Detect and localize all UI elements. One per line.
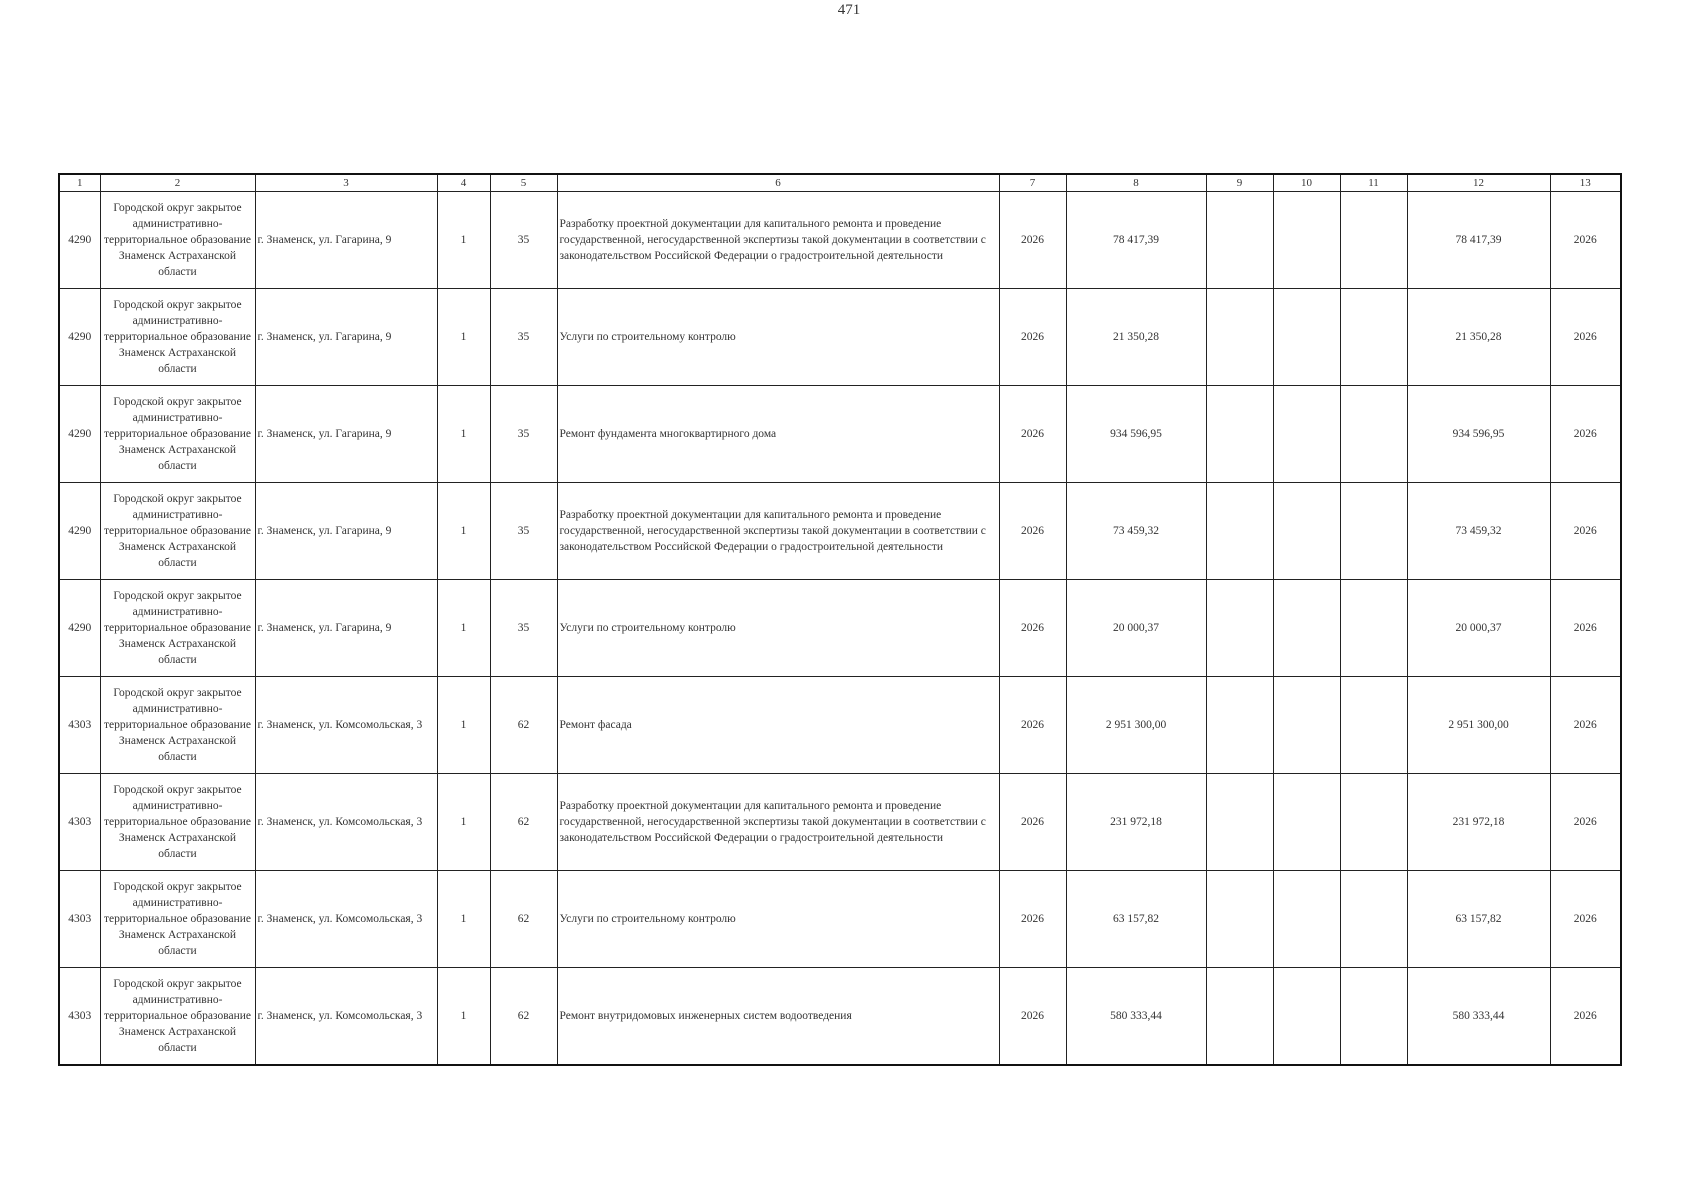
- address-cell: г. Знаменск, ул. Гагарина, 9: [255, 289, 437, 386]
- municipality-cell: Городской округ закрытое административно-территориальное образование Знаменск Астраханской области: [100, 580, 255, 677]
- col-9-cell: [1206, 386, 1273, 483]
- col-10-cell: [1273, 871, 1340, 968]
- column-header: 13: [1550, 174, 1621, 192]
- table-row: [59, 192, 1621, 289]
- col-9-cell: [1206, 871, 1273, 968]
- year-cell: 2026: [999, 580, 1066, 677]
- col-11-cell: [1340, 871, 1407, 968]
- completion-year-cell: 2026: [1550, 774, 1621, 871]
- total-cost-cell: 21 350,28: [1407, 289, 1550, 386]
- column-header: 7: [999, 174, 1066, 192]
- cost-cell: 63 157,82: [1066, 871, 1206, 968]
- municipality-cell: Городской округ закрытое административно-территориальное образование Знаменск Астраханской области: [100, 289, 255, 386]
- column-header: 12: [1407, 174, 1550, 192]
- col-10-cell: [1273, 677, 1340, 774]
- record-number-cell: 4290: [59, 483, 100, 580]
- municipality-cell: Городской округ закрытое административно-территориальное образование Знаменск Астраханской области: [100, 192, 255, 289]
- col-11-cell: [1340, 580, 1407, 677]
- col-4-cell: 1: [437, 386, 490, 483]
- completion-year-cell: 2026: [1550, 289, 1621, 386]
- col-11-cell: [1340, 386, 1407, 483]
- column-number-header-row: [59, 174, 1621, 192]
- col-5-cell: 35: [490, 483, 557, 580]
- col-9-cell: [1206, 774, 1273, 871]
- work-type-cell: Ремонт фасада: [557, 677, 999, 774]
- cost-cell: 2 951 300,00: [1066, 677, 1206, 774]
- col-5-cell: 35: [490, 386, 557, 483]
- work-type-cell: Ремонт внутридомовых инженерных систем водоотведения: [557, 968, 999, 1065]
- address-cell: г. Знаменск, ул. Комсомольская, 3: [255, 677, 437, 774]
- col-11-cell: [1340, 483, 1407, 580]
- col-10-cell: [1273, 289, 1340, 386]
- completion-year-cell: 2026: [1550, 968, 1621, 1065]
- year-cell: 2026: [999, 289, 1066, 386]
- year-cell: 2026: [999, 386, 1066, 483]
- address-cell: г. Знаменск, ул. Гагарина, 9: [255, 386, 437, 483]
- col-9-cell: [1206, 677, 1273, 774]
- table-row: [59, 677, 1621, 774]
- total-cost-cell: 73 459,32: [1407, 483, 1550, 580]
- completion-year-cell: 2026: [1550, 192, 1621, 289]
- municipality-cell: Городской округ закрытое административно-территориальное образование Знаменск Астраханской области: [100, 386, 255, 483]
- municipality-cell: Городской округ закрытое административно-территориальное образование Знаменск Астраханской области: [100, 968, 255, 1065]
- column-header: 1: [59, 174, 100, 192]
- col-5-cell: 62: [490, 774, 557, 871]
- record-number-cell: 4290: [59, 289, 100, 386]
- total-cost-cell: 231 972,18: [1407, 774, 1550, 871]
- col-10-cell: [1273, 483, 1340, 580]
- col-9-cell: [1206, 289, 1273, 386]
- record-number-cell: 4303: [59, 871, 100, 968]
- total-cost-cell: 934 596,95: [1407, 386, 1550, 483]
- cost-cell: 78 417,39: [1066, 192, 1206, 289]
- record-number-cell: 4303: [59, 677, 100, 774]
- col-11-cell: [1340, 677, 1407, 774]
- work-type-cell: Услуги по строительному контролю: [557, 580, 999, 677]
- cost-cell: 934 596,95: [1066, 386, 1206, 483]
- col-4-cell: 1: [437, 580, 490, 677]
- address-cell: г. Знаменск, ул. Комсомольская, 3: [255, 871, 437, 968]
- cost-cell: 21 350,28: [1066, 289, 1206, 386]
- address-cell: г. Знаменск, ул. Гагарина, 9: [255, 580, 437, 677]
- col-11-cell: [1340, 192, 1407, 289]
- table-row: [59, 483, 1621, 580]
- address-cell: г. Знаменск, ул. Комсомольская, 3: [255, 774, 437, 871]
- column-header: 9: [1206, 174, 1273, 192]
- work-type-cell: Ремонт фундамента многоквартирного дома: [557, 386, 999, 483]
- page-number: 471: [837, 2, 861, 18]
- table-row: [59, 580, 1621, 677]
- municipality-cell: Городской округ закрытое административно-территориальное образование Знаменск Астраханской области: [100, 871, 255, 968]
- col-4-cell: 1: [437, 483, 490, 580]
- col-10-cell: [1273, 580, 1340, 677]
- capital-repair-table: [58, 173, 1622, 1066]
- col-9-cell: [1206, 192, 1273, 289]
- table-row: [59, 774, 1621, 871]
- completion-year-cell: 2026: [1550, 386, 1621, 483]
- column-header: 10: [1273, 174, 1340, 192]
- record-number-cell: 4303: [59, 774, 100, 871]
- col-4-cell: 1: [437, 871, 490, 968]
- col-11-cell: [1340, 774, 1407, 871]
- table-row: [59, 289, 1621, 386]
- column-header: 5: [490, 174, 557, 192]
- completion-year-cell: 2026: [1550, 580, 1621, 677]
- work-type-cell: Разработку проектной документации для капитального ремонта и проведение государственной, негосударственной экспертизы такой документации в соответствии с законодательством Российской Федерации о градостроительной деятельности: [557, 192, 999, 289]
- col-5-cell: 35: [490, 192, 557, 289]
- address-cell: г. Знаменск, ул. Гагарина, 9: [255, 483, 437, 580]
- year-cell: 2026: [999, 677, 1066, 774]
- col-4-cell: 1: [437, 968, 490, 1065]
- completion-year-cell: 2026: [1550, 677, 1621, 774]
- column-header: 8: [1066, 174, 1206, 192]
- year-cell: 2026: [999, 774, 1066, 871]
- work-type-cell: Услуги по строительному контролю: [557, 289, 999, 386]
- municipality-cell: Городской округ закрытое административно-территориальное образование Знаменск Астраханской области: [100, 677, 255, 774]
- cost-cell: 73 459,32: [1066, 483, 1206, 580]
- record-number-cell: 4290: [59, 192, 100, 289]
- column-header: 11: [1340, 174, 1407, 192]
- table-body: [59, 192, 1621, 1065]
- col-4-cell: 1: [437, 289, 490, 386]
- cost-cell: 20 000,37: [1066, 580, 1206, 677]
- col-5-cell: 62: [490, 871, 557, 968]
- col-5-cell: 62: [490, 677, 557, 774]
- col-9-cell: [1206, 483, 1273, 580]
- table-row: [59, 386, 1621, 483]
- col-9-cell: [1206, 580, 1273, 677]
- col-5-cell: 35: [490, 289, 557, 386]
- completion-year-cell: 2026: [1550, 483, 1621, 580]
- table-row: [59, 968, 1621, 1065]
- year-cell: 2026: [999, 192, 1066, 289]
- col-10-cell: [1273, 774, 1340, 871]
- table-row: [59, 871, 1621, 968]
- col-9-cell: [1206, 968, 1273, 1065]
- record-number-cell: 4290: [59, 386, 100, 483]
- total-cost-cell: 580 333,44: [1407, 968, 1550, 1065]
- column-header: 2: [100, 174, 255, 192]
- col-10-cell: [1273, 968, 1340, 1065]
- col-5-cell: 62: [490, 968, 557, 1065]
- year-cell: 2026: [999, 968, 1066, 1065]
- work-type-cell: Разработку проектной документации для капитального ремонта и проведение государственной, негосударственной экспертизы такой документации в соответствии с законодательством Российской Федерации о градостроительной деятельности: [557, 774, 999, 871]
- col-10-cell: [1273, 386, 1340, 483]
- total-cost-cell: 78 417,39: [1407, 192, 1550, 289]
- year-cell: 2026: [999, 871, 1066, 968]
- col-5-cell: 35: [490, 580, 557, 677]
- col-11-cell: [1340, 289, 1407, 386]
- work-type-cell: Услуги по строительному контролю: [557, 871, 999, 968]
- municipality-cell: Городской округ закрытое административно-территориальное образование Знаменск Астраханской области: [100, 774, 255, 871]
- municipality-cell: Городской округ закрытое административно-территориальное образование Знаменск Астраханской области: [100, 483, 255, 580]
- record-number-cell: 4303: [59, 968, 100, 1065]
- year-cell: 2026: [999, 483, 1066, 580]
- work-type-cell: Разработку проектной документации для капитального ремонта и проведение государственной, негосударственной экспертизы такой документации в соответствии с законодательством Российской Федерации о градостроительной деятельности: [557, 483, 999, 580]
- col-11-cell: [1340, 968, 1407, 1065]
- completion-year-cell: 2026: [1550, 871, 1621, 968]
- cost-cell: 231 972,18: [1066, 774, 1206, 871]
- address-cell: г. Знаменск, ул. Комсомольская, 3: [255, 968, 437, 1065]
- address-cell: г. Знаменск, ул. Гагарина, 9: [255, 192, 437, 289]
- col-4-cell: 1: [437, 774, 490, 871]
- col-4-cell: 1: [437, 192, 490, 289]
- total-cost-cell: 2 951 300,00: [1407, 677, 1550, 774]
- record-number-cell: 4290: [59, 580, 100, 677]
- total-cost-cell: 63 157,82: [1407, 871, 1550, 968]
- column-header: 6: [557, 174, 999, 192]
- col-4-cell: 1: [437, 677, 490, 774]
- column-header: 3: [255, 174, 437, 192]
- total-cost-cell: 20 000,37: [1407, 580, 1550, 677]
- col-10-cell: [1273, 192, 1340, 289]
- column-header: 4: [437, 174, 490, 192]
- cost-cell: 580 333,44: [1066, 968, 1206, 1065]
